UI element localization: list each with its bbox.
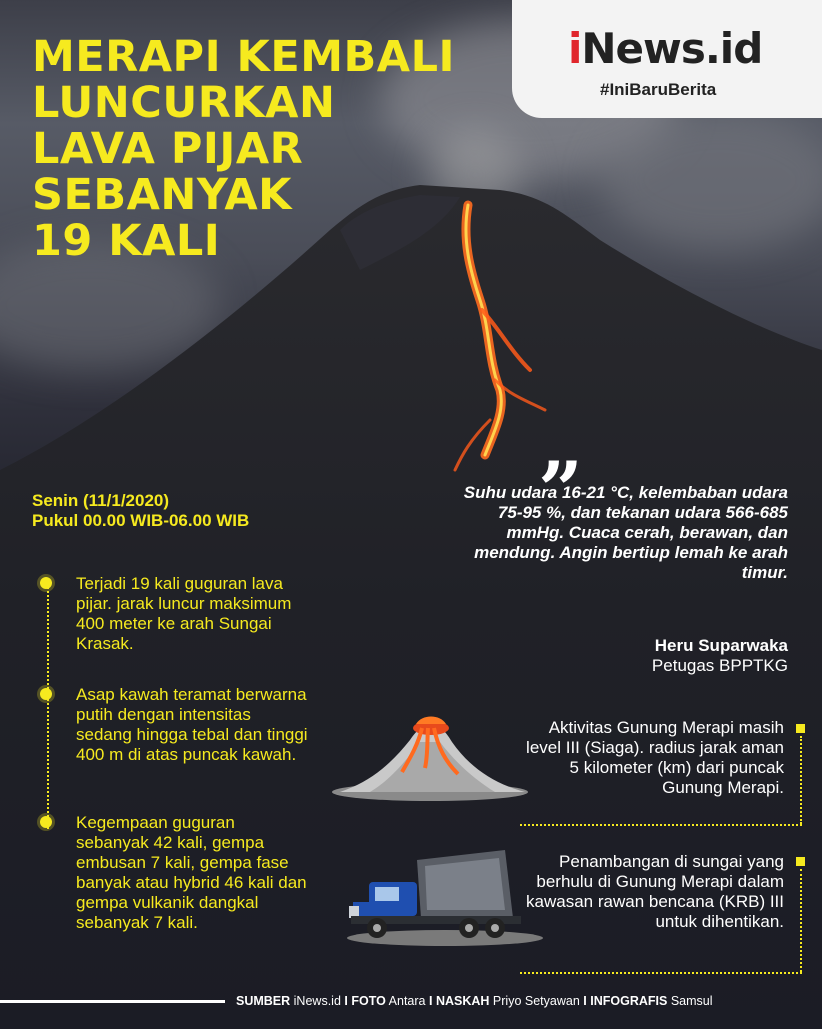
timeline-dot <box>40 816 52 828</box>
date-time: Pukul 00.00 WIB-06.00 WIB <box>32 511 250 530</box>
credit-value: Samsul <box>670 994 713 1008</box>
headline-line: MERAPI KEMBALI <box>32 32 455 82</box>
info-divider <box>800 869 802 972</box>
volcano-icon <box>330 710 530 802</box>
headline <box>32 34 455 264</box>
quote-role: Petugas BPPTKG <box>651 656 788 675</box>
inews-logo <box>568 24 762 73</box>
quote-mark-icon: ” <box>538 445 583 536</box>
timeline-line <box>47 583 49 829</box>
headline-line: LAVA PIJAR <box>32 124 304 174</box>
credit-label: INFOGRAFIS <box>590 994 668 1008</box>
timeline-item: Kegempaan guguran sebanyak 42 kali, gempa embusan 7 kali, gempa fase banyak atau hybrid 46 kali dan gempa vulkanik dangkal sebanyak 7 kali. <box>76 813 307 932</box>
tagline: #IniBaruBerita <box>600 80 717 99</box>
credit-separator: I <box>583 994 587 1008</box>
dump-truck-icon <box>345 840 545 950</box>
quote-name: Heru Suparwaka <box>654 636 788 655</box>
logo-brand: News.id <box>581 24 763 73</box>
headline-line: SEBANYAK <box>32 170 293 220</box>
footer-rule <box>0 1000 225 1003</box>
info-item: Penambangan di sungai yang berhulu di Gunung Merapi dalam kawasan rawan bencana (KRB) III untuk dihentikan. <box>526 852 784 931</box>
timeline-item: Terjadi 19 kali guguran lava pijar. jarak luncur maksimum 400 meter ke arah Sungai Krasak. <box>76 574 292 653</box>
credit-value: Antara <box>388 994 426 1008</box>
info-divider <box>520 824 802 826</box>
quote-text: Suhu udara 16-21 °C, kelembaban udara 75-95 %, dan tekanan udara 566-685 mmHg. Cuaca cerah, berawan, dan mendung. Angin bertiup lemah ke arah timur. <box>463 483 788 582</box>
credit-value: iNews.id <box>293 994 341 1008</box>
timeline-dot <box>40 688 52 700</box>
quote-attribution <box>652 636 788 676</box>
credit-label: NASKAH <box>435 994 490 1008</box>
date-day: Senin (11/1/2020) <box>32 491 170 510</box>
date-block <box>32 491 249 531</box>
credit-value: Priyo Setyawan <box>492 994 580 1008</box>
credit-separator: I <box>344 994 348 1008</box>
info-marker <box>796 724 805 733</box>
info-item: Aktivitas Gunung Merapi masih level III (Siaga). radius jarak aman 5 kilometer (km) dari puncak Gunung Merapi. <box>526 718 784 797</box>
credits <box>236 994 713 1008</box>
info-divider <box>800 736 802 824</box>
timeline-item: Asap kawah teramat berwarna putih dengan intensitas sedang hingga tebal dan tinggi 400 m di atas puncak kawah. <box>76 685 308 764</box>
timeline-dot <box>40 577 52 589</box>
credit-separator: I <box>428 994 433 1008</box>
credit-label: SUMBER <box>236 994 291 1008</box>
headline-line: LUNCURKAN <box>32 78 336 128</box>
info-marker <box>796 857 805 866</box>
credit-label: FOTO <box>351 994 386 1008</box>
info-divider <box>520 972 802 974</box>
headline-line: 19 KALI <box>32 216 221 266</box>
logo-letter-i: i <box>568 24 582 73</box>
